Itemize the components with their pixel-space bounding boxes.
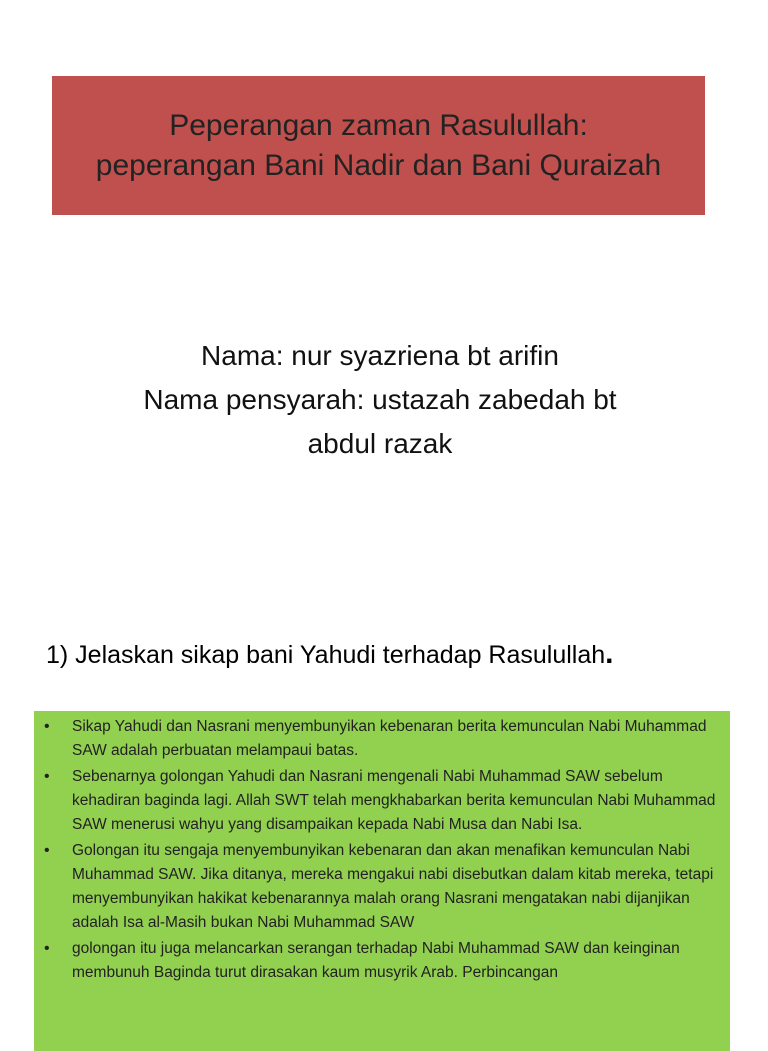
- title-line-1: Peperangan zaman Rasulullah:: [169, 108, 588, 142]
- subtitle-block: [60, 334, 700, 466]
- title-box: [52, 76, 705, 215]
- lecturer-name-line-1: Nama pensyarah: ustazah zabedah bt: [143, 384, 617, 415]
- list-item-text: Golongan itu sengaja menyembunyikan kebenaran dan akan menafikan kemunculan Nabi Muhammad SAW. Jika ditanya, mereka mengakui nabi disebutkan dalam kitab mereka, tetapi menyembunyikan hakikat kebenarannya malah orang Nasrani mengatakan nabi dijanjikan adalah Isa al-Masih bukan Nabi Muhammad SAW: [72, 842, 714, 931]
- bullet-icon: •: [44, 842, 50, 859]
- answer-bullet-list: [42, 715, 722, 985]
- list-item: [42, 715, 722, 763]
- answer-box: [34, 711, 730, 1051]
- list-item-text: Sikap Yahudi dan Nasrani menyembunyikan kebenaran berita kemunculan Nabi Muhammad SAW adalah perbuatan melampaui batas.: [72, 718, 707, 759]
- list-item: [42, 765, 722, 837]
- lecturer-name-line-2: abdul razak: [307, 428, 453, 459]
- bullet-icon: •: [44, 940, 50, 957]
- student-name: Nama: nur syazriena bt arifin: [201, 340, 559, 371]
- question-text: 1) Jelaskan sikap bani Yahudi terhadap Rasulullah: [46, 641, 606, 669]
- bullet-icon: •: [44, 718, 50, 735]
- list-item: [42, 839, 722, 935]
- bullet-icon: •: [44, 768, 50, 785]
- list-item-text: golongan itu juga melancarkan serangan terhadap Nabi Muhammad SAW dan keinginan membunuh Baginda turut dirasakan kaum musyrik Arab. Perbincangan: [72, 940, 680, 981]
- list-item: [42, 937, 722, 985]
- question-end-mark: .: [605, 637, 614, 670]
- list-item-text: Sebenarnya golongan Yahudi dan Nasrani mengenali Nabi Muhammad SAW sebelum kehadiran baginda lagi. Allah SWT telah mengkhabarkan berita kemunculan Nabi Muhammad SAW menerusi wahyu yang disampaikan kepada Nabi Musa dan Nabi Isa.: [72, 768, 716, 833]
- question-heading: [46, 634, 614, 675]
- title-line-2: peperangan Bani Nadir dan Bani Quraizah: [95, 148, 662, 182]
